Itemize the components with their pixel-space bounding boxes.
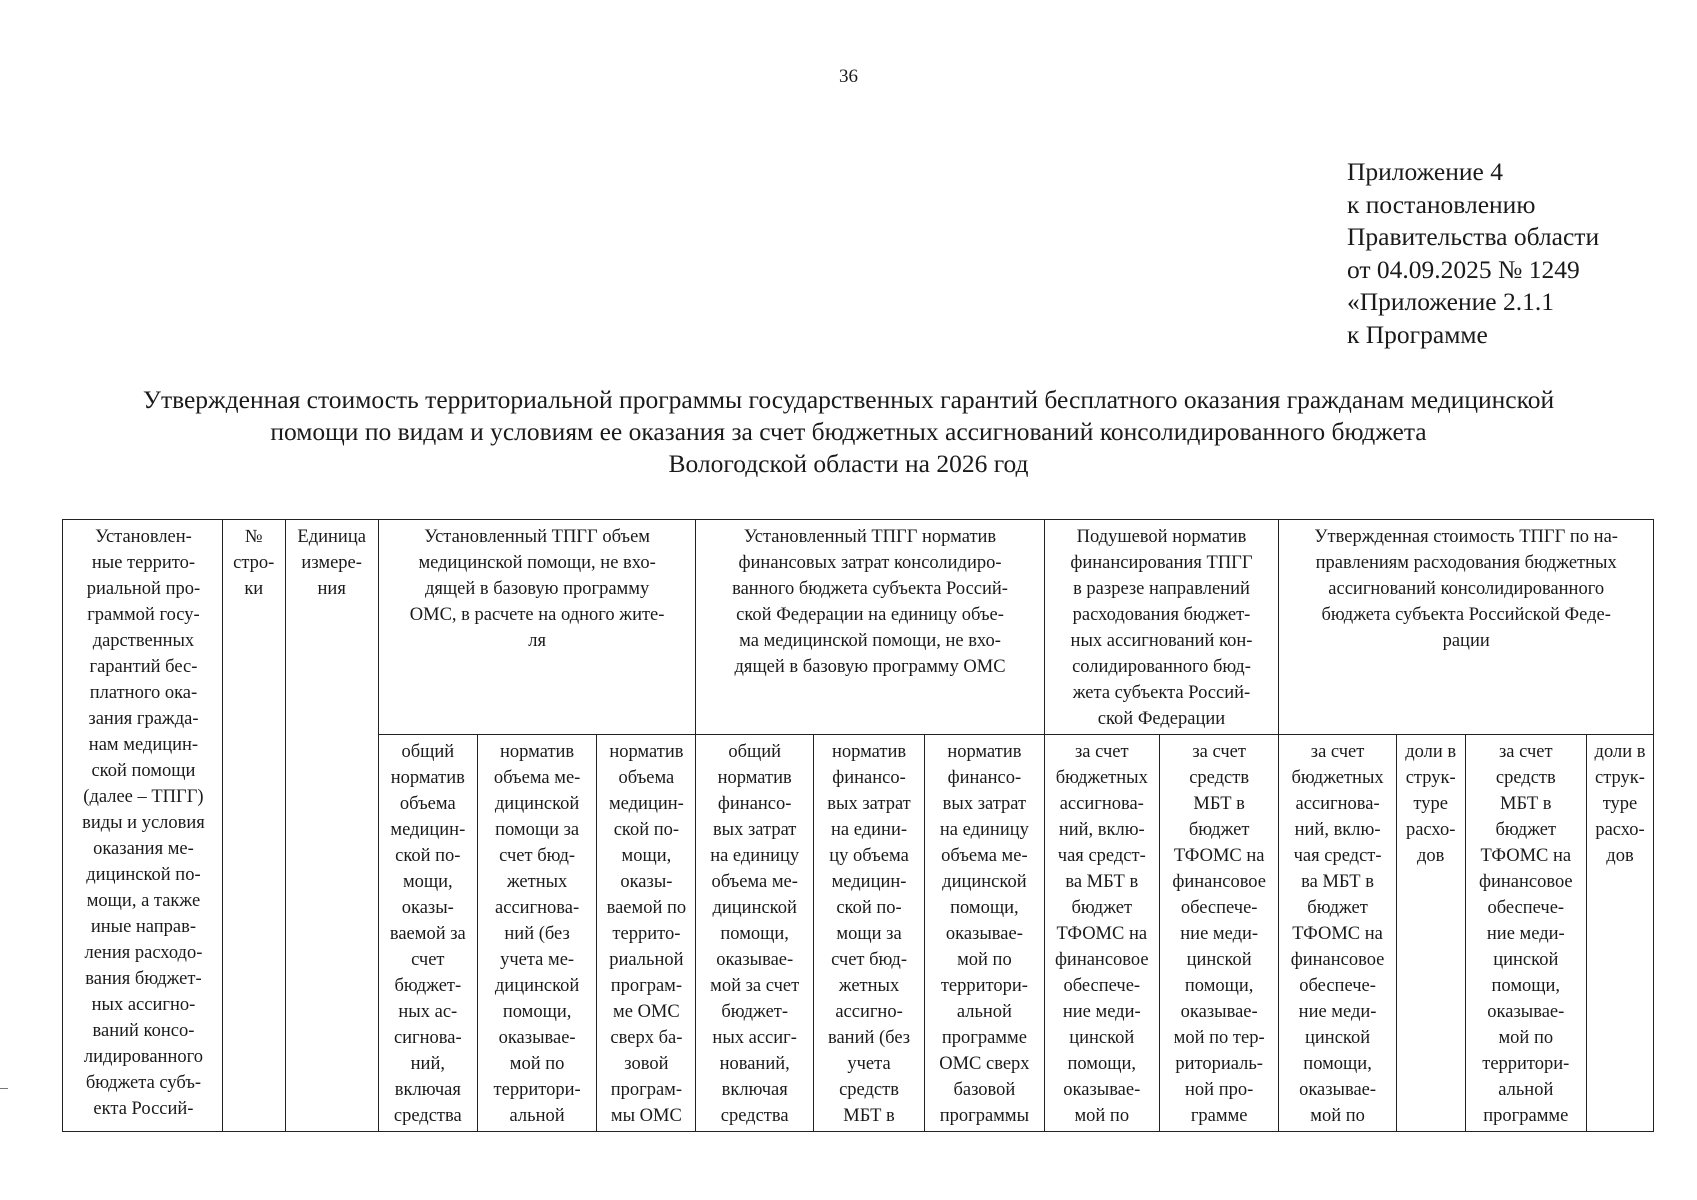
cell-text-line: оказывае- — [1487, 1002, 1565, 1022]
cell-text-line: ассигнова- — [495, 898, 580, 918]
cell-text-line: учета — [847, 1054, 891, 1074]
appendix-line: Приложение 4 — [1347, 157, 1503, 186]
cell-text-line: ваний (без — [827, 1028, 911, 1048]
cell-text-line: стро- — [233, 553, 275, 573]
cell-text-line: дарственных — [92, 631, 195, 651]
cell-text-line: объема ме- — [941, 846, 1028, 866]
cell-text-line: средств — [1495, 768, 1556, 788]
cell-text-line: доли в — [1405, 742, 1457, 762]
cell-text-line: средств — [839, 1080, 899, 1100]
cell-text-line: № — [244, 527, 263, 547]
cell-text-line: расхо- — [1595, 820, 1645, 840]
cell-text-line: мы ОМС — [610, 1106, 682, 1126]
cell-text-line: расхо- — [1405, 820, 1456, 840]
cell-text-line: ассигнований консолидированного — [1328, 579, 1605, 599]
cell-text-line: грамме — [1190, 1106, 1248, 1126]
cell-text-line: мой за счет — [710, 976, 800, 996]
title-line: помощи по видам и условиям ее оказания за счет бюджетных ассигнований консолидированного бюджета — [270, 417, 1427, 446]
cell-text-line: финансовое — [1172, 872, 1266, 892]
cell-text-line: дицинской по- — [86, 865, 201, 885]
cell-text-line: счет бюд- — [831, 950, 907, 970]
cell-text-line: ТФОМС на — [1292, 924, 1383, 944]
appendix-line: «Приложение 2.1.1 — [1347, 287, 1554, 316]
cell-text-line: финансовое — [1054, 950, 1149, 970]
cell-text-line: программы — [939, 1106, 1030, 1126]
cell-text-line: ской по- — [395, 846, 461, 866]
appendix-line: к Программе — [1347, 319, 1488, 349]
cell-text-line: включая — [721, 1080, 788, 1100]
cell-text-line: финансовое — [1478, 872, 1573, 892]
cell-text-line: бюджета субъ- — [85, 1073, 202, 1093]
cell-text-line: оказания ме- — [93, 839, 194, 859]
header-cell-unit — [285, 520, 378, 1132]
cell-text-line: территори- — [940, 976, 1028, 996]
cell-text-line: дов — [1606, 846, 1634, 866]
cell-text-line: оказы- — [620, 872, 673, 892]
cell-text-line: дов — [1416, 846, 1445, 866]
cell-text-line: МБТ в — [1193, 794, 1245, 814]
cell-text-line: ассигно- — [835, 1002, 903, 1022]
cell-text-line: ассигнова- — [1059, 794, 1144, 814]
cell-text-line: норматив — [500, 742, 575, 762]
cell-text-line: цинской — [1493, 950, 1559, 970]
document-title — [40, 384, 1657, 480]
cell-text-line: общий — [728, 742, 782, 762]
cell-text-line: вых затрат — [827, 794, 911, 814]
cell-text-line: за счет — [1310, 742, 1365, 762]
cell-text-line: МБТ в — [1500, 794, 1552, 814]
header-cell-cost-standard-group — [696, 520, 1044, 735]
cell-text-line: Утвержденная стоимость ТПГГ по на- — [1314, 527, 1618, 547]
cost-table — [62, 519, 1654, 1132]
subheader-cell — [925, 735, 1044, 1132]
cell-text-line: ва МБТ в — [1301, 872, 1374, 892]
cell-text-line: ные террито- — [91, 553, 195, 573]
cell-text-line: помощи, — [720, 924, 789, 944]
cell-text-line: оказы- — [401, 898, 454, 918]
cell-text-line: жета субъекта Россий- — [1072, 683, 1251, 703]
subheader-cell — [1396, 735, 1465, 1132]
cell-text-line: финансо- — [832, 768, 906, 788]
cell-text-line: Подушевой норматив — [1076, 527, 1247, 547]
cell-text-line: ний, вклю- — [1058, 820, 1145, 840]
cell-text-line: програм- — [610, 1080, 683, 1100]
cell-text-line: ния — [317, 579, 346, 599]
cell-text-line: ние меди- — [1062, 1002, 1141, 1022]
cell-text-line: чая средст- — [1057, 846, 1146, 866]
cell-text-line: оказывае- — [1299, 1080, 1377, 1100]
cell-text-line: вых затрат — [942, 794, 1027, 814]
cell-text-line: объема ме- — [493, 768, 581, 788]
cell-text-line: ние меди- — [1486, 924, 1565, 944]
cell-text-line: на единицу — [939, 820, 1029, 840]
cell-text-line: вания бюджет- — [85, 969, 202, 989]
cell-text-line: мой по тер- — [1173, 1028, 1265, 1048]
cell-text-line: средства — [393, 1106, 462, 1126]
cell-text-line: ТФОМС на — [1056, 924, 1148, 944]
cell-text-line: помощи, — [1303, 1054, 1372, 1074]
cell-text-line: риториаль- — [1175, 1054, 1263, 1074]
cell-text-line: Единица — [297, 527, 366, 547]
cell-text-line: финансирования ТПГГ — [1070, 553, 1253, 573]
cell-text-line: дицинской — [942, 872, 1027, 892]
cell-text-line: ской Федерации — [1097, 709, 1226, 729]
cell-text-line: бюджета субъекта Российской Феде- — [1321, 605, 1611, 625]
cell-text-line: лидированного — [83, 1047, 203, 1067]
cell-text-line: струк- — [1595, 768, 1645, 788]
subheader-cell — [378, 735, 477, 1132]
cell-text-line: ления расходо- — [84, 943, 203, 963]
cell-text-line: финансо- — [717, 794, 792, 814]
cell-text-line: альной — [1498, 1080, 1554, 1100]
cell-text-line: платного ока- — [89, 683, 198, 703]
cell-text-line: мой по — [1310, 1106, 1365, 1126]
cell-text-line: в разрезе направлений — [1073, 579, 1250, 599]
cell-text-line: общий — [401, 742, 455, 762]
cell-text-line: бюджет — [1307, 898, 1368, 918]
cell-text-line: мощи, — [402, 872, 453, 892]
cell-text-line: ванного бюджета субъекта Россий- — [732, 579, 1008, 599]
cell-text-line: зания гражда- — [88, 709, 199, 729]
cell-text-line: ской помощи — [91, 761, 196, 781]
cell-text-line: террито- — [612, 924, 681, 944]
cell-text-line: цу объема — [829, 846, 909, 866]
cell-text-line: доли в — [1594, 742, 1646, 762]
cell-text-line: жетных — [506, 872, 568, 892]
subheader-cell — [1044, 735, 1159, 1132]
cell-text-line: норматив — [390, 768, 465, 788]
cell-text-line: бюджет — [1495, 820, 1557, 840]
cell-text-line: за счет — [1499, 742, 1553, 762]
cell-text-line: струк- — [1405, 768, 1456, 788]
cell-text-line: норматив — [947, 742, 1022, 762]
subheader-cell — [1465, 735, 1586, 1132]
cell-text-line: объема — [618, 768, 675, 788]
cell-text-line: цинской — [1186, 950, 1252, 970]
cell-text-line: дящей в базовую программу — [424, 579, 650, 599]
cell-text-line: Установленный ТПГГ объем — [424, 527, 650, 547]
cell-text-line: обеспече- — [1487, 898, 1565, 918]
cell-text-line: ваний консо- — [92, 1021, 195, 1041]
cell-text-line: ТФОМС на — [1480, 846, 1572, 866]
cell-text-line: медицин- — [390, 820, 466, 840]
cell-text-line: бюджетных — [1055, 768, 1148, 788]
cell-text-line: территори- — [493, 1080, 581, 1100]
cell-text-line: ОМС сверх — [939, 1054, 1030, 1074]
cell-text-line: екта Россий- — [93, 1099, 194, 1119]
cell-text-line: ной про- — [1185, 1080, 1254, 1100]
cell-text-line: обеспече- — [1063, 976, 1141, 996]
cell-text-line: мой по — [957, 950, 1012, 970]
cell-text-line: сверх ба- — [610, 1028, 683, 1048]
cell-text-line: мой по — [1498, 1028, 1554, 1048]
cell-text-line: ской Федерации на единицу объе- — [736, 605, 1004, 625]
cell-text-line: средства — [720, 1106, 789, 1126]
cell-text-line: мощи, а также — [86, 891, 201, 911]
cell-text-line: помощи, — [1491, 976, 1561, 996]
cell-text-line: ных ассигнований кон- — [1070, 631, 1253, 651]
cell-text-line: на едини- — [831, 820, 908, 840]
cell-text-line: дицинской — [494, 976, 580, 996]
cell-text-line: норматив — [831, 742, 907, 762]
cell-text-line: ма медицинской помощи, не вхо- — [739, 631, 1001, 651]
cell-text-line: финансовое — [1290, 950, 1385, 970]
header-cell-kind-of-care — [63, 520, 223, 1132]
cell-text-line: ской по- — [613, 820, 680, 840]
cell-text-line: ской по- — [836, 898, 902, 918]
cell-text-line: обеспече- — [1299, 976, 1376, 996]
cell-text-line: ваемой по — [606, 898, 687, 918]
cell-text-line: финансовых затрат консолидиро- — [738, 553, 1002, 573]
cell-text-line: помощи, — [950, 898, 1019, 918]
cell-text-line: программе — [941, 1028, 1027, 1048]
cell-text-line: Установлен- — [95, 527, 192, 547]
cell-text-line: ний (без — [504, 924, 570, 944]
cell-text-line: цинской — [1069, 1028, 1135, 1048]
cell-text-line: счет бюд- — [499, 846, 576, 866]
cell-text-line: ние меди- — [1180, 924, 1259, 944]
cell-text-line: оказывае- — [1063, 1080, 1141, 1100]
cell-text-line: мой по — [1074, 1106, 1130, 1126]
cell-text-line: граммой госу- — [87, 605, 200, 625]
cell-text-line: бюджет — [1188, 820, 1250, 840]
cell-text-line: расходования бюджет- — [1072, 605, 1251, 625]
cell-text-line: помощи, — [1067, 1054, 1137, 1074]
cell-text-line: чая средст- — [1293, 846, 1382, 866]
cell-text-line: альной — [956, 1002, 1012, 1022]
cell-text-line: объема — [399, 794, 456, 814]
cell-text-line: на единицу — [710, 846, 800, 866]
cell-text-line: МБТ в — [843, 1106, 895, 1126]
cell-text-line: помощи, — [502, 1002, 572, 1022]
cell-text-line: ТФОМС на — [1173, 846, 1265, 866]
subheader-cell — [1159, 735, 1278, 1132]
page-number: 36 — [839, 66, 858, 87]
cell-text-line: оказывае- — [498, 1028, 576, 1048]
cell-text-line: риальной — [609, 950, 684, 970]
cell-text-line: ки — [244, 579, 264, 599]
cell-text-line: ассигнова- — [1295, 794, 1380, 814]
header-cell-row-number — [222, 520, 285, 1132]
cell-text-line: солидированного бюд- — [1072, 657, 1251, 677]
cell-text-line: обеспече- — [1180, 898, 1258, 918]
cell-text-line: ва МБТ в — [1065, 872, 1139, 892]
cell-text-line: средств — [1189, 768, 1250, 788]
subheader-cell — [696, 735, 813, 1132]
cell-text-line: правлениям расходования бюджетных — [1315, 553, 1617, 573]
cell-text-line: гарантий бес- — [89, 657, 198, 677]
cell-text-line: жетных — [838, 976, 900, 996]
cell-text-line: ние меди- — [1298, 1002, 1377, 1022]
cell-text-line: бюджет- — [721, 1002, 789, 1022]
subheader-cell — [1279, 735, 1396, 1132]
cell-text-line: бюджет- — [394, 976, 462, 996]
cell-text-line: дицинской — [494, 794, 580, 814]
title-line: Утвержденная стоимость территориальной программы государственных гарантий бесплатного оказания гражданам медицинской — [142, 385, 1555, 414]
cell-text-line: ных ассиг- — [712, 1028, 797, 1048]
cell-text-line: за счет — [1074, 742, 1129, 762]
cell-text-line: бюджет — [1071, 898, 1133, 918]
subheader-cell — [597, 735, 696, 1132]
scan-edge-mark — [0, 1088, 8, 1089]
cell-text-line: рации — [1442, 631, 1490, 651]
cell-text-line: объема ме- — [711, 872, 798, 892]
cell-text-line: дящей в базовую программу ОМС — [734, 657, 1006, 677]
appendix-block — [1347, 156, 1599, 351]
cell-text-line: бюджетных — [1291, 768, 1384, 788]
header-cell-approved-cost-group — [1279, 520, 1654, 735]
cell-text-line: включая — [394, 1080, 461, 1100]
cell-text-line: медицин- — [831, 872, 907, 892]
cell-text-line: ных ассигно- — [91, 995, 196, 1015]
cell-text-line: базовой — [953, 1080, 1016, 1100]
cell-text-line: (далее – ТПГГ) — [83, 787, 204, 807]
cell-text-line: медицин- — [608, 794, 684, 814]
appendix-line: от 04.09.2025 № 1249 — [1347, 254, 1580, 284]
cell-text-line: мощи, — [621, 846, 672, 866]
cell-text-line: ме ОМС — [613, 1002, 680, 1022]
cell-text-line: ных ас- — [398, 1002, 458, 1022]
title-line: Вологодской области на 2026 год — [668, 449, 1029, 478]
cell-text-line: программе — [1483, 1106, 1569, 1126]
cell-text-line: альной — [509, 1106, 565, 1126]
cell-text-line: оказывае- — [945, 924, 1023, 944]
cell-text-line: помощи, — [1184, 976, 1254, 996]
cell-text-line: ваемой за — [389, 924, 466, 944]
cell-text-line: нам медицин- — [88, 735, 199, 755]
cell-text-line: мой по — [509, 1054, 565, 1074]
cell-text-line: ний, — [410, 1054, 445, 1074]
cell-text-line: учета ме- — [500, 950, 575, 970]
cell-text-line: ля — [528, 631, 546, 651]
cell-text-line: зовой — [624, 1054, 669, 1074]
cell-text-line: дицинской — [712, 898, 797, 918]
subheader-cell — [813, 735, 924, 1132]
cell-text-line: сигнова- — [393, 1028, 462, 1048]
cell-text-line: финансо- — [947, 768, 1022, 788]
cell-text-line: медицинской помощи, не вхо- — [418, 553, 656, 573]
cell-text-line: счет — [411, 950, 445, 970]
cell-text-line: за счет — [1192, 742, 1246, 762]
header-cell-volume-group — [378, 520, 696, 735]
cell-text-line: норматив — [609, 742, 684, 762]
cell-text-line: помощи за — [495, 820, 580, 840]
cell-text-line: оказывае- — [716, 950, 794, 970]
cell-text-line: туре — [1602, 794, 1638, 814]
header-cell-per-capita-group — [1044, 520, 1279, 735]
cell-text-line: измере- — [301, 553, 362, 573]
cell-text-line: ний, вклю- — [1294, 820, 1381, 840]
cell-text-line: вых затрат — [712, 820, 797, 840]
cell-text-line: виды и условия — [82, 813, 205, 833]
appendix-line: Правительства области — [1347, 222, 1600, 251]
cell-text-line: ОМС, в расчете на одного жите- — [409, 605, 665, 625]
cell-text-line: нований, — [719, 1054, 790, 1074]
cell-text-line: норматив — [717, 768, 792, 788]
cell-text-line: риальной про- — [86, 579, 201, 599]
cell-text-line: оказывае- — [1180, 1002, 1258, 1022]
cell-text-line: территори- — [1482, 1054, 1570, 1074]
subheader-cell — [477, 735, 596, 1132]
cell-text-line: иные направ- — [90, 917, 197, 937]
appendix-line: к постановлению — [1347, 189, 1536, 219]
cell-text-line: Установленный ТПГГ норматив — [743, 527, 997, 547]
cell-text-line: туре — [1413, 794, 1448, 814]
subheader-cell — [1587, 735, 1654, 1132]
cell-text-line: програм- — [610, 976, 683, 996]
cell-text-line: мощи за — [836, 924, 902, 944]
cell-text-line: цинской — [1305, 1028, 1371, 1048]
